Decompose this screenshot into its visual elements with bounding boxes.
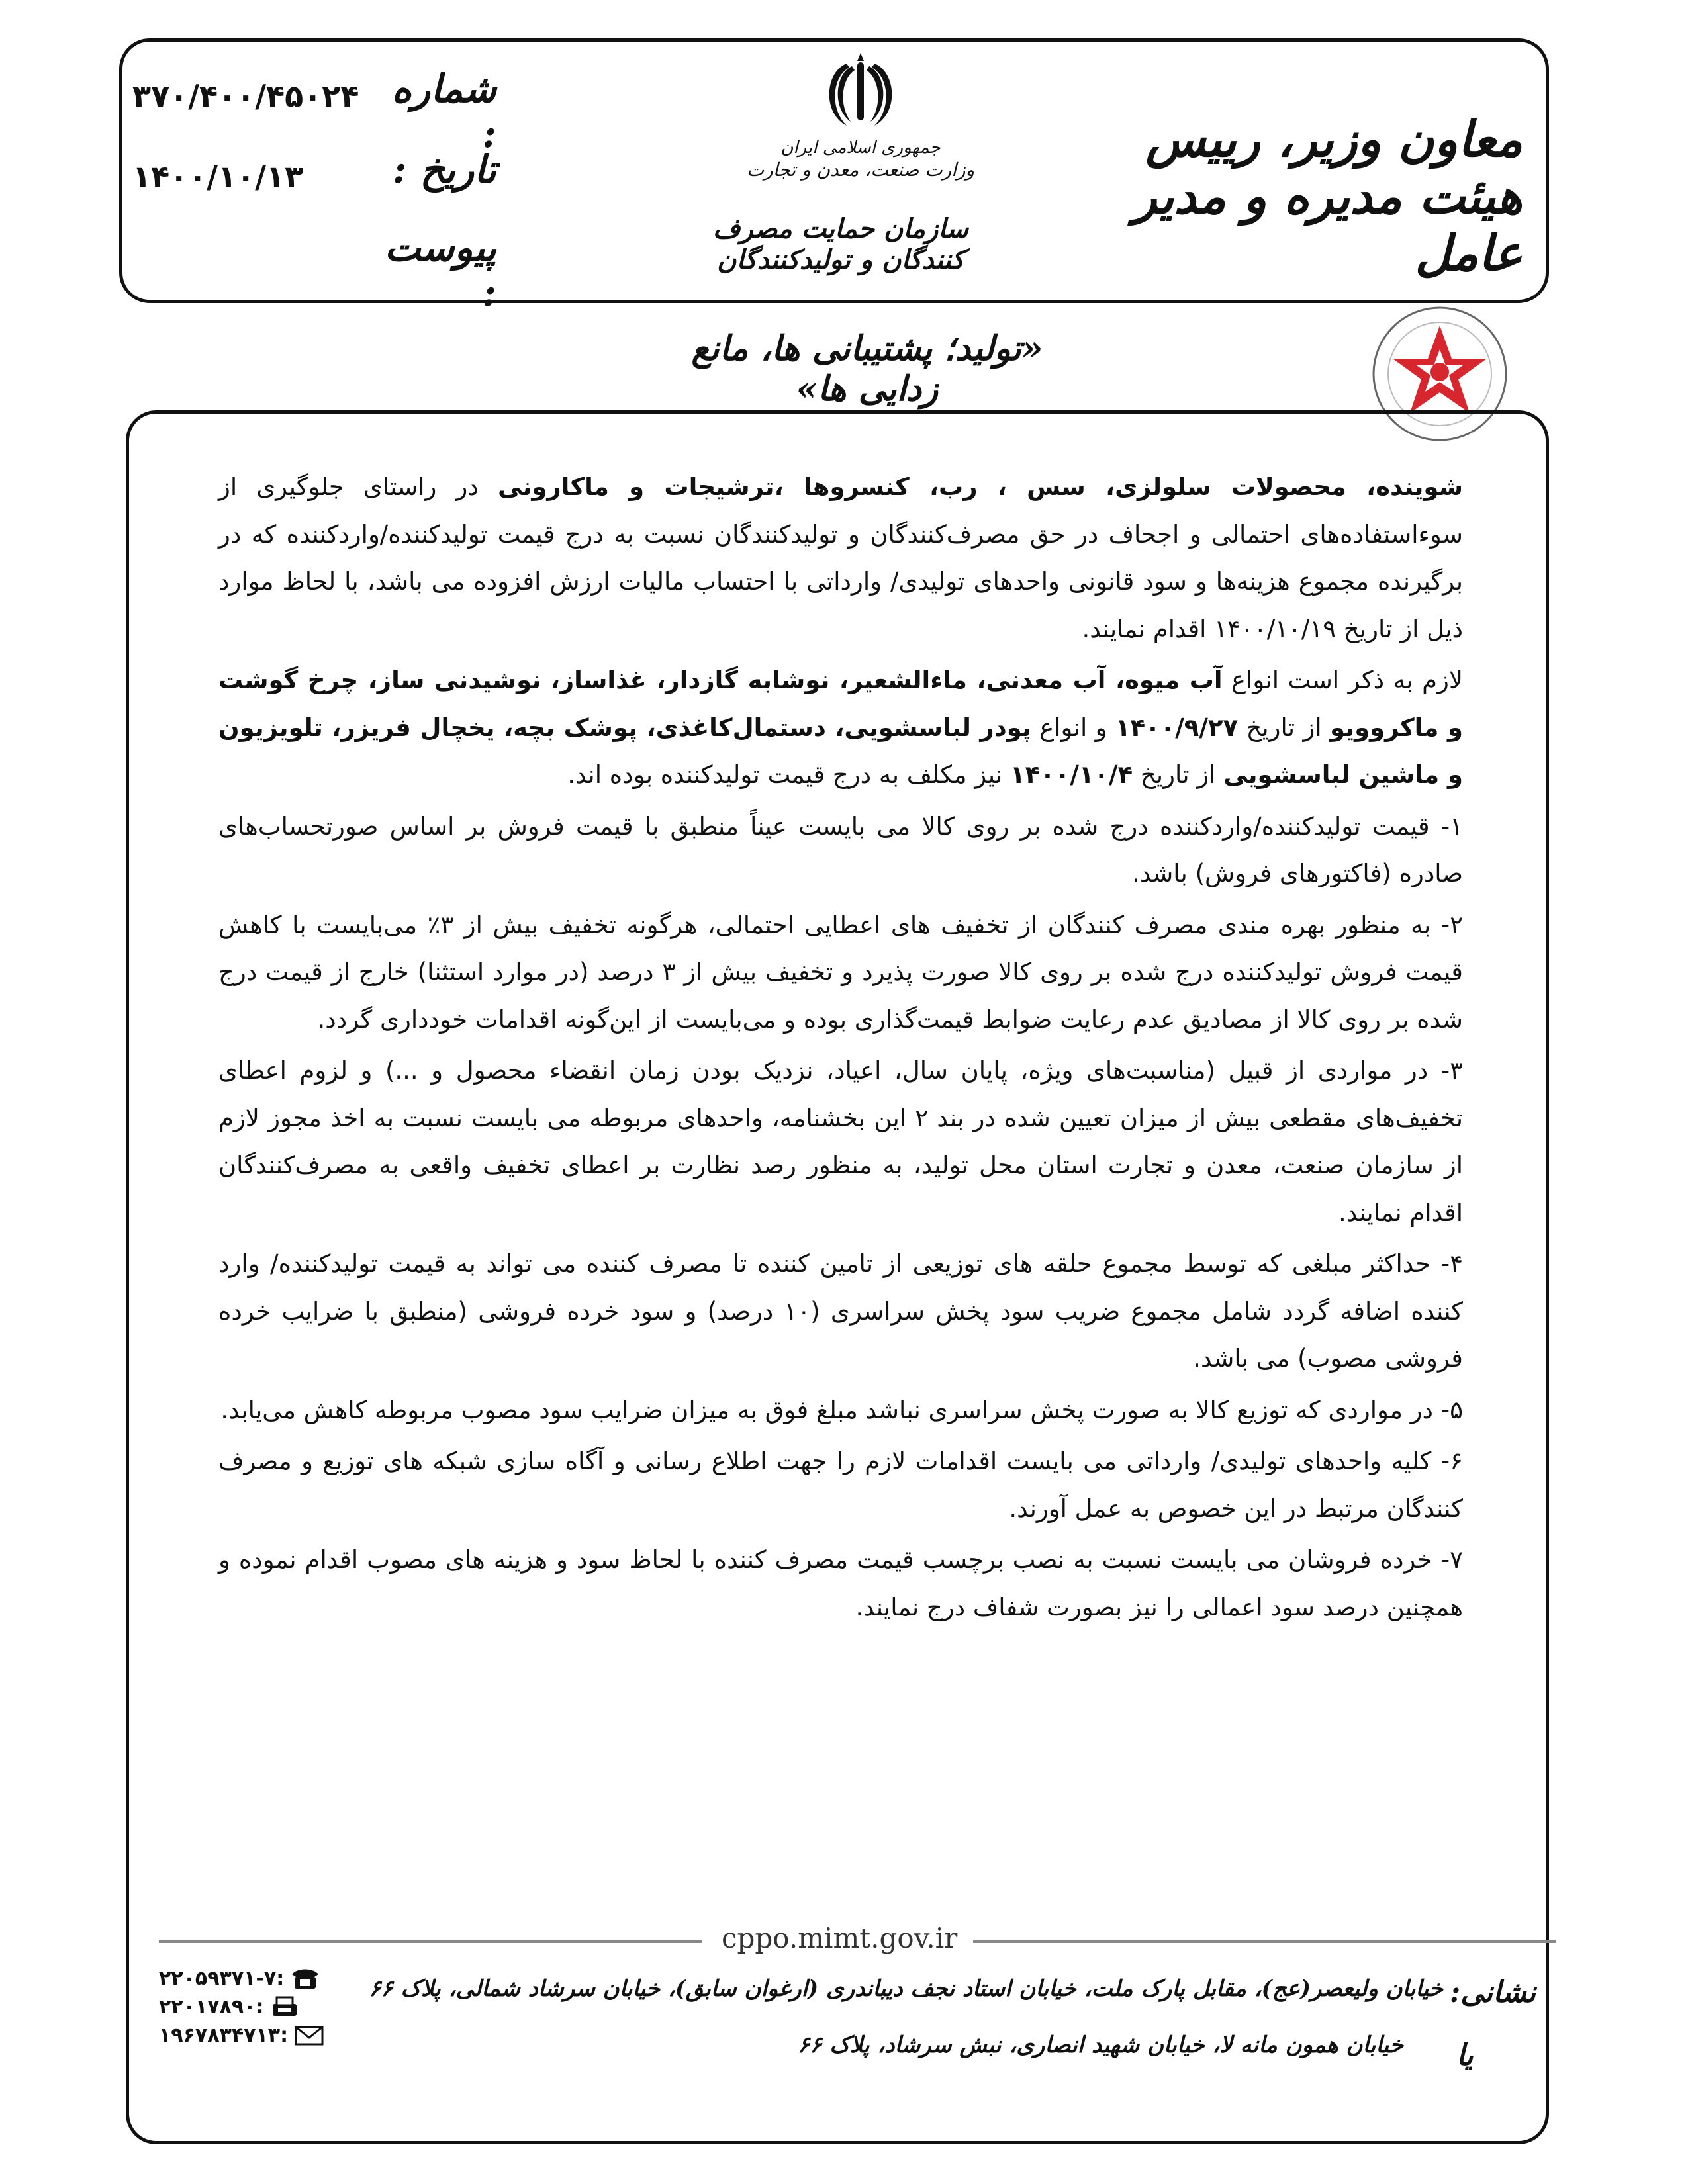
address-label: نشانی: [1450,1976,1536,2009]
iran-emblem-icon [818,48,904,134]
address-line-1: خیابان ولیعصر(عج)، مقابل پارک ملت، خیابان استاد نجف دیباندری (ارغوان سابق)، خیابان سرشاد شمالی، پلاک ۶۶ [369,1976,1443,2002]
letter-number-value: ۳۷۰/۴۰۰/۴۵۰۲۴ [132,78,359,114]
intro-paragraph: شوینده، محصولات سلولزی، سس ، رب، کنسروها ،ترشیجات و ماکارونی در راستای جلوگیری از سوءاستفاده‌های احتمالی و اجحاف در حق مصرف‌کنندگان و تولیدکنندگان نسبت به درج قیمت تولیدکننده/واردکننده که در برگیرنده مجموع هزینه‌ها و سود قانونی واحدهای تولیدی/ وارداتی با احتساب مالیات ارزش افزوده می باشد، با لحاظ موارد ذیل از تاریخ ۱۴۰۰/۱۰/۱۹ اقدام نمایند. [218,473,1464,643]
phone-number: ۲۲۰۵۹۳۷۱-۷: [159,1967,285,1990]
contact-block [159,1967,324,2047]
org-name: سازمان حمایت مصرف کنندگان و تولیدکنندگان [713,213,968,275]
postal-code: ۱۹۶۷۸۳۴۷۱۳: [159,2024,289,2047]
letter-number-label: شماره : [391,66,496,156]
iran-emblem-block [695,48,1026,181]
clause-7: ۷- خرده فروشان می بایست نسبت به نصب برچسب قیمت مصرف کننده با لحاظ سود و هزینه های مصوب اقدام نموده و همچنین درصد سود اعمالی را نیز بصورت شفاف درج نمایند. [218,1545,1463,1621]
clause-2: ۲- به منظور بهره مندی مصرف کنندگان از تخفیف های اعطایی احتمالی، هرگونه تخفیف بیش از ۳٪ می‌بایست با کاهش قیمت فروش تولیدکننده درج شده بر روی کالا صورت پذیرد و تخفیف بیش از ۳ درصد (در موارد استثنا) خارج از قیمت درج شده بر روی کالا از مصادیق عدم رعایت ضوابط قیمت‌گذاری بوده و می‌بایست از این‌گونه اقدامات خودداری گردد. [218,910,1464,1034]
letter-date-value: ۱۴۰۰/۱۰/۱۳ [132,159,304,195]
address-line-2: خیابان همون مانه لا، خیابان شهید انصاری، نبش سرشاد، پلاک ۶۶ [798,2032,1403,2058]
footer-divider-left [159,1940,702,1943]
postal-row [159,2024,324,2047]
address-or: یا [1456,2038,1474,2072]
footer-divider-right [973,1940,1556,1943]
fax-number: ۲۲۰۱۷۸۹۰: [159,1995,264,2019]
sender-title: معاون وزیر، رییس هیئت مدیره و مدیر عامل [1133,111,1523,282]
envelope-icon [295,2026,324,2046]
phone-icon [291,1968,320,1990]
fax-icon [270,1996,299,2019]
letter-body [218,463,1463,1635]
org-country: جمهوری اسلامی ایران [780,138,941,158]
clause-3: ۳- در مواردی از قبیل (مناسبت‌های ویژه، پایان سال، اعیاد، نزدیک بودن زمان انقضاء محصول و ...) و لزوم اعطای تخفیف‌های مقطعی بیش از میزان تعیین شده در بند ۲ این بخشنامه، واحدهای مربوطه می بایست نسبت به اخذ مجوز لازم از سازمان صنعت، معدن و تجارت استان محل تولید، به منظور رصد نظارت بر اعطای تخفیف واقعی به مصرف‌کنندگان اقدام نمایند. [218,1056,1463,1227]
phone-row [159,1967,324,1990]
letter-attachment-label: پیوست : [384,225,496,315]
website-link[interactable]: cppo.mimt.gov.ir [722,1922,958,1954]
letter-date-label: تاریخ : [392,147,496,192]
slogan: «تولید؛ پشتیبانی ها، مانع زدایی ها» [691,328,1043,409]
clause-5: ۵- در مواردی که توزیع کالا به صورت پخش سراسری نباشد مبلغ فوق به میزان ضرایب سود مصوب مربوطه کاهش می‌یابد. [220,1395,1463,1424]
clause-4: ۴- حداکثر مبلغی که توسط مجموع حلقه های توزیعی از تامین کننده تا مصرف کننده می تواند به قیمت تولیدکننده/ وارد کننده اضافه گردد شامل مجموع ضریب سود پخش سراسری (۱۰ درصد) و سود خرده فروشی (منطبق با ضرایب خرده فروشی مصوب) می باشد. [218,1250,1463,1373]
clause-6: ۶- کلیه واحدهای تولیدی/ وارداتی می بایست اقدامات لازم را جهت اطلاع رسانی و آگاه سازی شبکه های توزیع و مصرف کنندگان مرتبط در این خصوص به عمل آورند. [218,1447,1463,1523]
org-ministry: وزارت صنعت، معدن و تجارت [746,159,975,181]
note-paragraph: لازم به ذکر است انواع آب میوه، آب معدنی، ماءالشعیر، نوشابه گازدار، غذاساز، نوشیدنی ساز، چرخ گوشت و ماکروویو از تاریخ ۱۴۰۰/۹/۲۷ و انواع پودر لباسشویی، دستمال‌کاغذی، پوشک بچه، یخچال فریزر، تلویزیون و ماشین لباسشویی از تاریخ ۱۴۰۰/۱۰/۴ نیز مکلف به درج قیمت تولیدکننده بوده اند. [218,666,1464,789]
clause-1: ۱- قیمت تولیدکننده/واردکننده درج شده بر روی کالا می بایست عیناً منطبق با قیمت فروش بر اساس صورتحساب‌های صادره (فاکتورهای فروش) باشد. [218,811,1463,887]
fax-row [159,1995,324,2019]
